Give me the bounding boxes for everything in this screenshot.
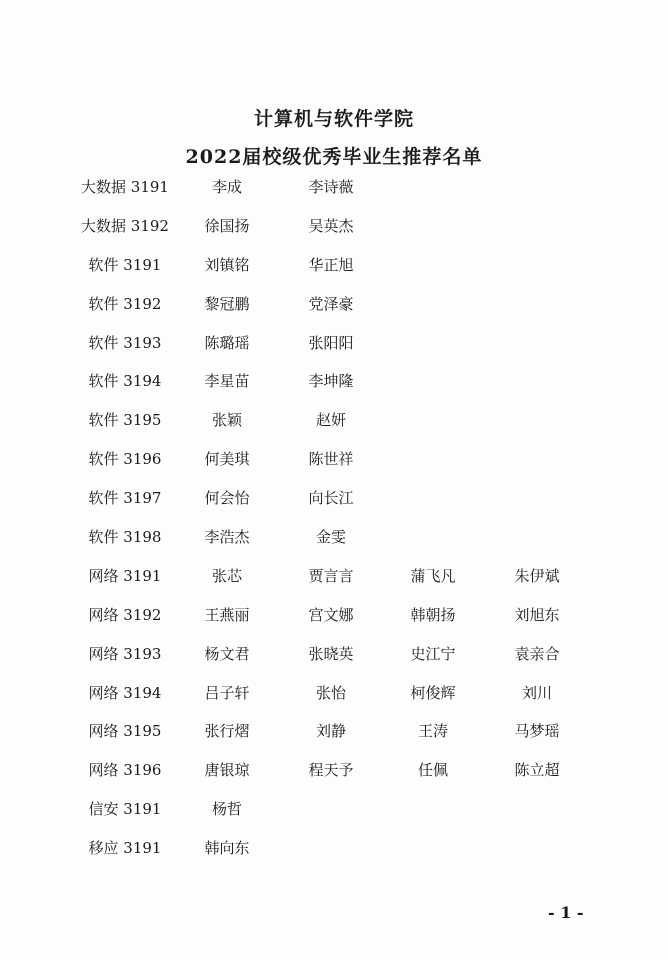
- student-name: 金雯: [315, 528, 346, 547]
- list-row: [0, 293, 668, 332]
- class-name: 大数据 3192: [81, 216, 169, 235]
- list-row: [0, 682, 668, 721]
- class-name: 网络 3193: [88, 644, 162, 663]
- list-row: [0, 604, 668, 643]
- student-name: 张阳阳: [308, 333, 354, 352]
- student-name: 李诗薇: [308, 178, 354, 196]
- student-name: 张芯: [211, 566, 242, 585]
- student-name: 徐国扬: [204, 216, 250, 235]
- list-row: [0, 798, 668, 837]
- student-name: 宫文娜: [308, 605, 354, 624]
- student-name: 王燕丽: [204, 605, 250, 624]
- student-name: 袁亲合: [514, 644, 560, 663]
- class-name: 软件 3196: [88, 450, 162, 469]
- document-title: 计算机与软件学院: [253, 108, 414, 130]
- student-name: 刘旭东: [514, 605, 560, 624]
- student-name: 杨文君: [204, 644, 250, 663]
- student-name: 张行熠: [204, 722, 250, 741]
- list-row: [0, 759, 668, 798]
- student-name: 赵妍: [315, 411, 346, 430]
- student-name: 马梦瑶: [514, 722, 560, 741]
- student-name: 刘静: [315, 722, 346, 741]
- student-name: 陈立超: [514, 761, 560, 780]
- class-name: 网络 3196: [88, 761, 162, 780]
- list-row: [0, 448, 668, 487]
- class-name: 网络 3194: [88, 683, 162, 702]
- class-name: 软件 3198: [88, 528, 162, 547]
- list-row: [0, 837, 668, 876]
- class-name: 信安 3191: [88, 800, 162, 819]
- student-name: 刘川: [521, 683, 552, 702]
- recommendation-list: [0, 176, 668, 876]
- student-name: 李成: [211, 178, 242, 196]
- list-row: [0, 526, 668, 565]
- list-row: [0, 254, 668, 293]
- student-name: 杨哲: [211, 800, 242, 819]
- class-name: 移应 3191: [88, 839, 162, 858]
- document-subtitle: 2022届校级优秀毕业生推荐名单: [185, 146, 483, 168]
- list-row: [0, 215, 668, 254]
- list-row: [0, 332, 668, 371]
- student-name: 程天予: [308, 761, 354, 780]
- class-name: 软件 3193: [88, 333, 162, 352]
- student-name: 刘镇铭: [204, 255, 250, 274]
- class-name: 网络 3195: [88, 722, 162, 741]
- student-name: 张晓英: [308, 644, 354, 663]
- class-name: 软件 3192: [88, 294, 162, 313]
- class-name: 软件 3191: [88, 255, 162, 274]
- student-name: 吴英杰: [308, 216, 354, 235]
- list-row: [0, 565, 668, 604]
- class-name: 软件 3194: [88, 372, 162, 391]
- student-name: 张颖: [211, 411, 242, 430]
- student-name: 吕子轩: [204, 683, 250, 702]
- student-name: 韩朝扬: [410, 605, 456, 624]
- student-name: 朱伊斌: [514, 566, 560, 585]
- student-name: 王涛: [417, 722, 448, 741]
- student-name: 柯俊辉: [410, 683, 456, 702]
- list-row: [0, 643, 668, 682]
- student-name: 史江宁: [410, 644, 456, 663]
- student-name: 李浩杰: [204, 528, 250, 547]
- list-row: [0, 176, 668, 215]
- student-name: 李坤隆: [308, 372, 354, 391]
- class-name: 大数据 3191: [81, 178, 169, 196]
- list-row: [0, 720, 668, 759]
- student-name: 向长江: [308, 489, 354, 508]
- student-name: 陈璐瑶: [204, 333, 250, 352]
- student-name: 何美琪: [204, 450, 250, 469]
- student-name: 党泽豪: [308, 294, 354, 313]
- student-name: 唐银琼: [204, 761, 250, 780]
- student-name: 何会怡: [204, 489, 250, 508]
- class-name: 网络 3192: [88, 605, 162, 624]
- student-name: 韩向东: [204, 839, 250, 858]
- class-name: 网络 3191: [88, 566, 162, 585]
- class-name: 软件 3197: [88, 489, 162, 508]
- page-number: - 1 -: [548, 903, 584, 922]
- student-name: 陈世祥: [308, 450, 354, 469]
- student-name: 华正旭: [308, 255, 354, 274]
- student-name: 李星苗: [204, 372, 250, 391]
- list-row: [0, 409, 668, 448]
- class-name: 软件 3195: [88, 411, 162, 430]
- student-name: 蒲飞凡: [410, 566, 456, 585]
- list-row: [0, 370, 668, 409]
- student-name: 黎冠鹏: [204, 294, 250, 313]
- student-name: 贾言言: [308, 566, 354, 585]
- list-row: [0, 487, 668, 526]
- student-name: 张怡: [315, 683, 346, 702]
- student-name: 任佩: [417, 761, 448, 780]
